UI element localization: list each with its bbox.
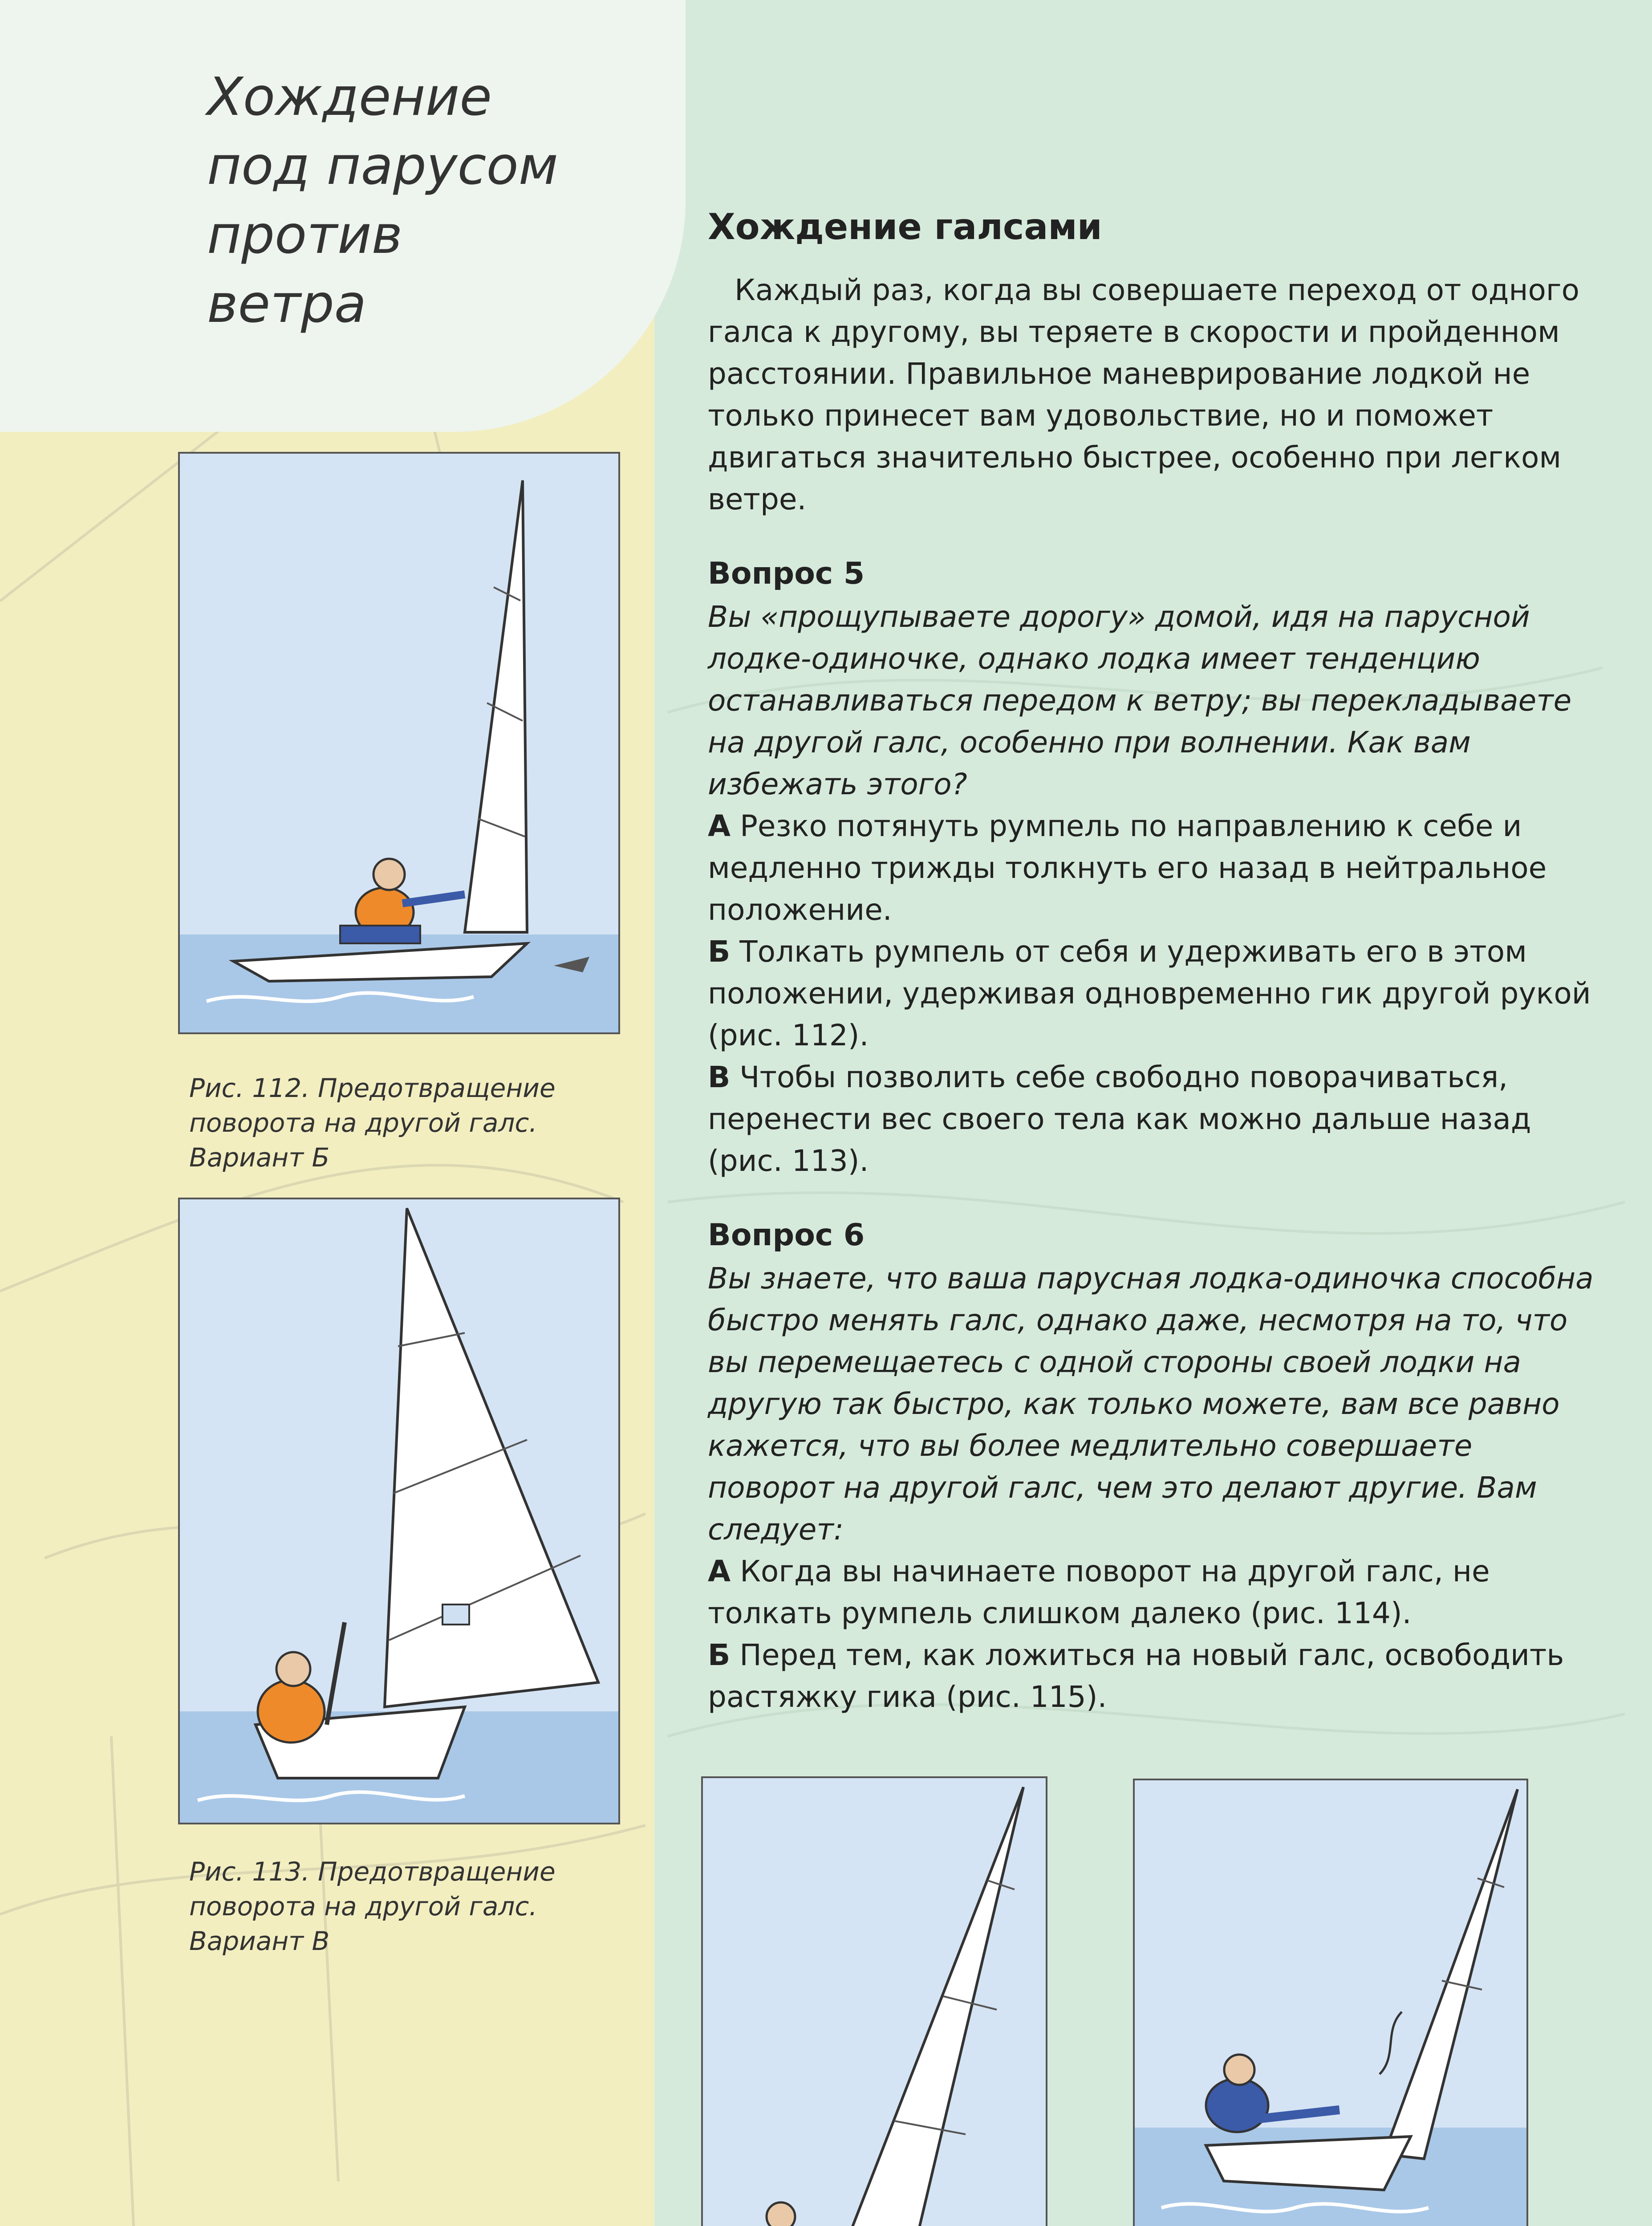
option-letter: В xyxy=(708,1060,731,1094)
option-letter: А xyxy=(708,809,731,843)
caption-line: Вариант В xyxy=(189,1926,330,1956)
figure-113-image xyxy=(178,1198,620,1824)
option-letter: Б xyxy=(708,934,731,969)
figure-112-caption xyxy=(189,1071,556,1175)
figure-114-image xyxy=(701,1776,1047,2226)
question-6-title: Вопрос 6 xyxy=(708,1218,865,1253)
question-5-option-b xyxy=(708,931,1603,1056)
option-letter: Б xyxy=(708,1638,731,1672)
page-number-burst-icon xyxy=(0,2217,205,2226)
article-intro: Каждый раз, когда вы совершаете переход от одного галса к другому, вы теряете в скорости и пройденном расстоянии. Правильное маневрирование лодкой не только принесет вам удовольствие, но и поможет двигаться значительно быстрее, особенно при легком ветре. xyxy=(708,273,1579,516)
sailboat-illustration-icon xyxy=(180,1199,618,1823)
caption-line: поворота на другой галс. xyxy=(189,1891,537,1921)
sailboat-illustration-icon xyxy=(180,454,618,1032)
option-text: Когда вы начинаете поворот на другой галс, не толкать румпель слишком далеко (рис. 114). xyxy=(708,1554,1490,1630)
figure-115-image xyxy=(1133,1779,1528,2226)
caption-line: Вариант Б xyxy=(189,1142,330,1173)
option-letter: А xyxy=(708,1554,731,1588)
option-text: Резко потянуть румпель по направлению к себе и медленно трижды толкнуть его назад в нейтральное положение. xyxy=(708,809,1547,927)
figure-113-caption xyxy=(189,1854,556,1958)
question-5-option-a xyxy=(708,805,1603,931)
figure-112-image xyxy=(178,452,620,1034)
question-6-text: Вы знаете, что ваша парусная лодка-одиночка способна быстро менять галс, однако даже, несмотря на то, что вы перемещаетесь с одной стороны своей лодки на другую так быстро, как только можете, вам все равно кажется, что вы более медлительно совершаете поворот на другой галс, чем это делают другие. Вам следует: xyxy=(708,1261,1594,1547)
sailboat-illustration-icon xyxy=(1135,1780,1526,2226)
caption-line: Рис. 112. Предотвращение xyxy=(189,1073,556,1103)
caption-line: поворота на другой галс. xyxy=(189,1108,537,1138)
question-5-title: Вопрос 5 xyxy=(708,556,865,591)
section-title-line-1: Хождение xyxy=(207,66,492,127)
question-6-option-b xyxy=(708,1634,1603,1718)
question-6-option-a xyxy=(708,1551,1603,1634)
option-text: Чтобы позволить себе свободно поворачиваться, перенести вес своего тела как можно дальше назад (рис. 113). xyxy=(708,1060,1531,1178)
option-text: Толкать румпель от себя и удерживать его в этом положении, удерживая одновременно гик другой рукой (рис. 112). xyxy=(708,934,1591,1052)
caption-line: Рис. 113. Предотвращение xyxy=(189,1856,556,1887)
question-5-text: Вы «прощупываете дорогу» домой, идя на парусной лодке-одиночке, однако лодка имеет тенденцию останавливаться передом к ветру; вы перекладываете на другой галс, особенно при волнении. Как вам избежать этого? xyxy=(708,600,1572,801)
section-title-line-4: ветра xyxy=(207,273,367,334)
section-title-line-2: под парусом xyxy=(207,135,558,196)
article-heading: Хождение галсами xyxy=(708,206,1102,248)
sailboat-illustration-icon xyxy=(703,1778,1046,2226)
section-title xyxy=(207,62,652,338)
question-5-option-c xyxy=(708,1056,1603,1182)
section-title-line-3: против xyxy=(207,204,403,265)
article-column xyxy=(708,203,1603,1718)
option-text: Перед тем, как ложиться на новый галс, освободить растяжку гика (рис. 115). xyxy=(708,1638,1564,1714)
